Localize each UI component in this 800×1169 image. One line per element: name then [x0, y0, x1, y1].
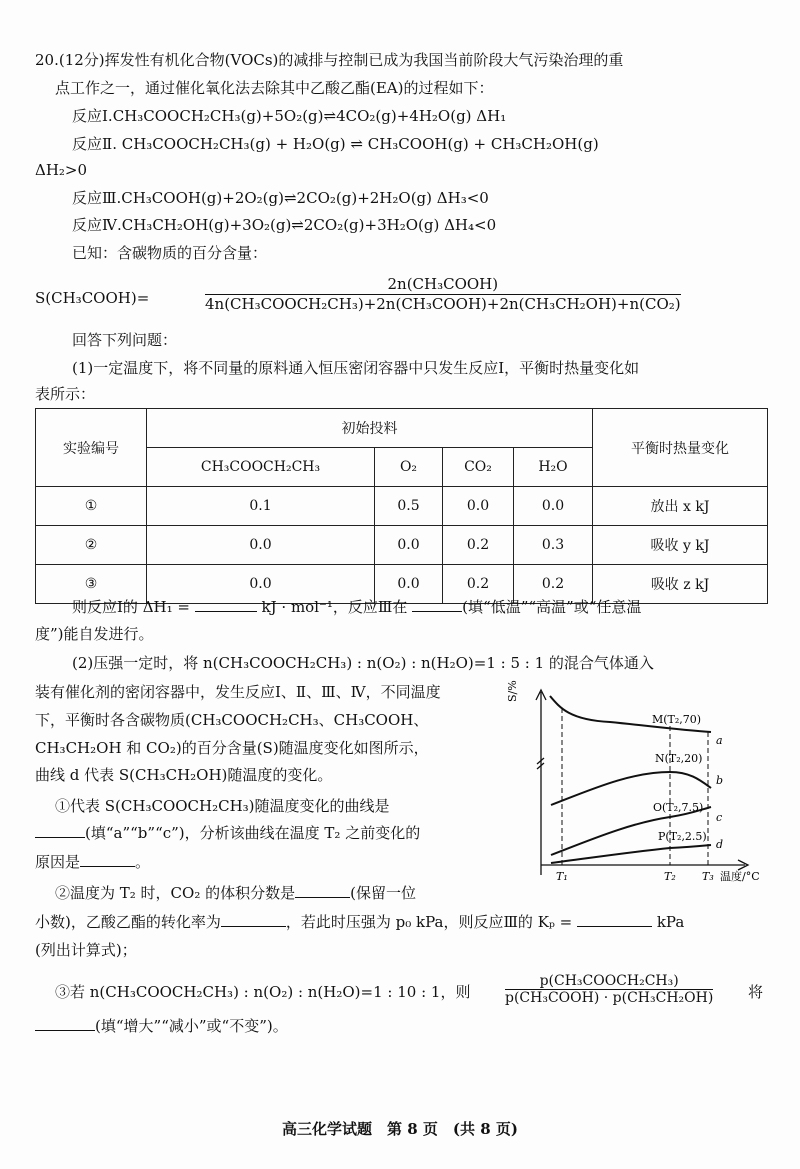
point-n: N(T₂,20): [655, 752, 703, 765]
answer-blank[interactable]: [35, 1016, 95, 1031]
cell: 0.5: [375, 487, 443, 526]
q3-text-2: [35, 1016, 288, 1036]
reaction-1: 反应Ⅰ.CH₃COOCH₂CH₃(g)+5O₂(g)⇌4CO₂(g)+4H₂O(g) ΔH₁: [72, 107, 507, 125]
cell: 0.2: [443, 526, 514, 565]
part1-question: [72, 597, 641, 617]
part2-text: 装有催化剂的密闭容器中，发生反应Ⅰ、Ⅱ、Ⅲ、Ⅳ，不同温度: [35, 683, 441, 701]
answer-blank[interactable]: [35, 823, 85, 838]
part2-text: CH₃CH₂OH 和 CO₂)的百分含量(S)随温度变化如图所示，: [35, 739, 429, 757]
cell: 0.2: [514, 565, 593, 604]
formula-denominator: 4n(CH₃COOCH₂CH₃)+2n(CH₃COOH)+2n(CH₃CH₂OH)+n(CO₂): [205, 295, 681, 313]
cell: 吸收 z kJ: [593, 565, 768, 604]
y-label: S/%: [506, 680, 519, 702]
cell: 0.0: [147, 526, 375, 565]
cell: 0.0: [443, 487, 514, 526]
col-ea: CH₃COOCH₂CH₃: [147, 448, 375, 487]
q2-text-3: (列出计算式)；: [35, 941, 137, 959]
formula-lhs: S(CH₃COOH)=: [35, 289, 150, 307]
text: (保留一位: [350, 884, 416, 902]
page-footer: 高三化学试题 第 8 页 (共 8 页): [282, 1120, 518, 1138]
cell: ②: [36, 526, 147, 565]
col-h2o: H₂O: [514, 448, 593, 487]
col-o2: O₂: [375, 448, 443, 487]
q3-fraction: [505, 973, 713, 1006]
text: 小数)，乙酸乙酯的转化率为: [35, 913, 221, 931]
cell: 0.3: [514, 526, 593, 565]
point-m: M(T₂,70): [652, 713, 702, 726]
question-intro-2: 点工作之一，通过催化氧化法去除其中乙酸乙酯(EA)的过程如下：: [55, 79, 494, 97]
label-b: b: [716, 774, 724, 787]
answer-blank[interactable]: [412, 597, 462, 612]
text: ，若此时压强为 p₀ kPa，则反应Ⅲ的 Kₚ =: [285, 913, 573, 931]
label-a: a: [716, 734, 723, 747]
q3-numerator: p(CH₃COOCH₂CH₃): [505, 973, 713, 990]
table-row: [36, 526, 768, 565]
cell: 0.0: [147, 565, 375, 604]
cell: ①: [36, 487, 147, 526]
cell: 0.0: [375, 565, 443, 604]
q1-text: ①代表 S(CH₃COOCH₂CH₃)随温度变化的曲线是: [55, 797, 390, 815]
text: 原因是: [35, 853, 81, 871]
cell: 0.2: [443, 565, 514, 604]
formula-fraction: [205, 275, 681, 313]
col-co2: CO₂: [443, 448, 514, 487]
header-id: 实验编号: [36, 409, 147, 487]
tick-t2: T₂: [664, 870, 676, 883]
data-table: [35, 408, 768, 604]
text: ②温度为 T₂ 时，CO₂ 的体积分数是: [55, 884, 296, 902]
part1-question-2: 度”)能自发进行。: [35, 625, 154, 643]
answer-blank[interactable]: [195, 597, 257, 612]
q2-text-2: [35, 912, 684, 932]
formula-numerator: 2n(CH₃COOH): [205, 275, 681, 295]
chart: [500, 680, 800, 890]
table-row: [36, 487, 768, 526]
reaction-2: 反应Ⅱ. CH₃COOCH₂CH₃(g) + H₂O(g) ⇌ CH₃COOH(g) + CH₃CH₂OH(g): [72, 135, 599, 153]
text: 则反应Ⅰ的 ΔH₁ =: [72, 598, 190, 616]
label-d: d: [716, 838, 724, 851]
point-p: P(T₂,2.5): [658, 830, 707, 843]
cell: 放出 x kJ: [593, 487, 768, 526]
label-c: c: [716, 811, 723, 824]
text: (填“低温”“高温”或“任意温: [462, 598, 642, 616]
answer-blank[interactable]: [577, 912, 652, 927]
text: (填“增大”“减小”或“不变”)。: [95, 1017, 288, 1035]
cell: 吸收 y kJ: [593, 526, 768, 565]
answer-label: 回答下列问题：: [72, 331, 178, 349]
header-heat: 平衡时热量变化: [593, 409, 768, 487]
q1-text-2: [35, 823, 420, 843]
header-feed: 初始投料: [147, 409, 593, 448]
question-intro: 20.(12分)挥发性有机化合物(VOCs)的减排与控制已成为我国当前阶段大气污染治理的重: [35, 51, 624, 69]
known-label: 已知：含碳物质的百分含量：: [72, 244, 268, 262]
part2-text: 下，平衡时各含碳物质(CH₃COOCH₂CH₃、CH₃COOH、: [35, 711, 429, 729]
text: 。: [135, 853, 151, 871]
q1-text-3: [35, 852, 150, 872]
text: (填“a”“b”“c”)，分析该曲线在温度 T₂ 之前变化的: [85, 824, 421, 842]
reaction-4: 反应Ⅳ.CH₃CH₂OH(g)+3O₂(g)⇌2CO₂(g)+3H₂O(g) ΔH₄<0: [72, 216, 497, 234]
q3-text-end: 将: [748, 983, 764, 1001]
q3-text: ③若 n(CH₃COOCH₂CH₃) : n(O₂) : n(H₂O)=1 : 10 : 1，则: [55, 983, 471, 1001]
part2-text: (2)压强一定时，将 n(CH₃COOCH₂CH₃) : n(O₂) : n(H₂O)=1 : 5 : 1 的混合气体通入: [72, 654, 654, 672]
text: kJ · mol⁻¹，反应Ⅲ在: [261, 598, 408, 616]
cell: ③: [36, 565, 147, 604]
answer-blank[interactable]: [80, 852, 135, 867]
reaction-2-enthalpy: ΔH₂>0: [35, 161, 88, 179]
point-o: O(T₂,7.5): [653, 801, 704, 814]
reaction-3: 反应Ⅲ.CH₃COOH(g)+2O₂(g)⇌2CO₂(g)+2H₂O(g) ΔH₃<0: [72, 189, 489, 207]
x-label: 温度/°C: [720, 870, 760, 883]
cell: 0.1: [147, 487, 375, 526]
answer-blank[interactable]: [221, 912, 286, 927]
q3-denominator: p(CH₃COOH) · p(CH₃CH₂OH): [505, 990, 714, 1006]
part1-text-2: 表所示：: [35, 385, 96, 403]
cell: 0.0: [514, 487, 593, 526]
part2-text: 曲线 d 代表 S(CH₃CH₂OH)随温度的变化。: [35, 766, 333, 784]
tick-t1: T₁: [556, 870, 568, 883]
cell: 0.0: [375, 526, 443, 565]
tick-t3: T₃: [702, 870, 714, 883]
q2-text: [55, 883, 416, 903]
answer-blank[interactable]: [295, 883, 350, 898]
curve-d: [551, 845, 711, 863]
part1-text: (1)一定温度下，将不同量的原料通入恒压密闭容器中只发生反应Ⅰ，平衡时热量变化如: [72, 359, 640, 377]
text: kPa: [656, 913, 685, 931]
